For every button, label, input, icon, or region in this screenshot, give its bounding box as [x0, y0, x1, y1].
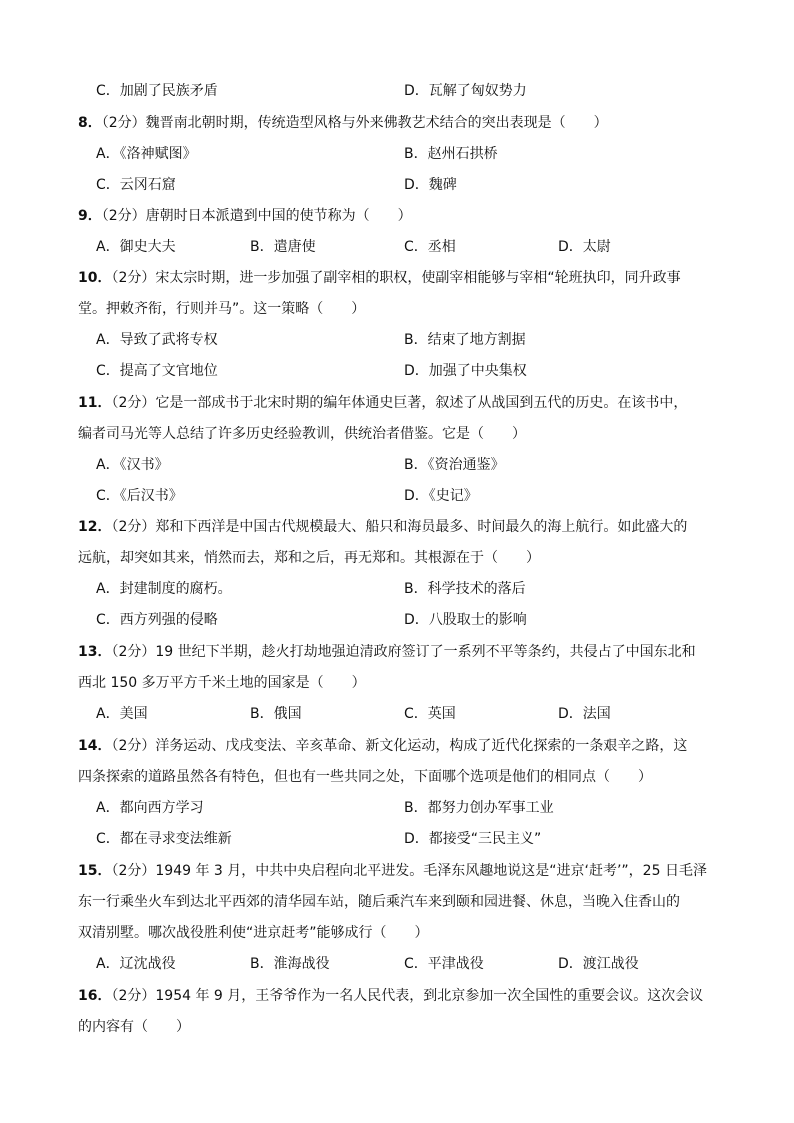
question-text: （2分）1949 年 3 月，中共中央启程向北平进发。毛泽东风趣地说这是“进京‘赶考’”，25 日毛泽 — [111, 863, 707, 879]
question-text-cont: 堂。押敕齐衔，行则并马”。这一策略（ ） — [78, 301, 366, 317]
question-13 — [78, 642, 696, 662]
question-text-cont: 的内容有（ ） — [78, 1019, 190, 1035]
option-b: B．《资治通鉴》 — [404, 457, 505, 473]
option-b: B．都努力创办军事工业 — [404, 800, 554, 816]
question-text-cont: 远航，却突如其来，悄然而去，郑和之后，再无郑和。其根源在于（ ） — [78, 550, 540, 566]
question-text: （2分）魏晋南北朝时期，传统造型风格与外来佛教艺术结合的突出表现是（ ） — [101, 115, 608, 131]
option-c: C．都在寻求变法维新 — [96, 831, 232, 847]
question-number: 13． — [78, 644, 112, 660]
question-text: （2分）郑和下西洋是中国古代规模最大、船只和海员最多、时间最久的海上航行。如此盛大的 — [111, 519, 688, 535]
option-b: B．赵州石拱桥 — [404, 146, 498, 162]
question-text: （2分）宋太宗时期，进一步加强了副宰相的职权，使副宰相能够与宰相“轮班执印，同升政事 — [111, 270, 681, 286]
option-a: A．《汉书》 — [96, 457, 169, 473]
option-c: C．云冈石窟 — [96, 177, 176, 193]
question-11 — [78, 393, 687, 413]
option-c: C．英国 — [404, 706, 456, 722]
option-d: D．加强了中央集权 — [404, 363, 527, 379]
question-text-cont: 编者司马光等人总结了许多历史经验教训，供统治者借鉴。它是（ ） — [78, 426, 526, 442]
option-d: D．太尉 — [558, 239, 611, 255]
option-b: B．科学技术的落后 — [404, 581, 526, 597]
question-number: 11． — [78, 395, 112, 411]
option-c: C．平津战役 — [404, 956, 484, 972]
option-a: A．都向西方学习 — [96, 800, 204, 816]
question-number: 9． — [78, 208, 102, 224]
option-a: A．封建制度的腐朽。 — [96, 581, 232, 597]
question-8 — [78, 113, 608, 133]
question-number: 14． — [78, 738, 112, 754]
option-a: A．御史大夫 — [96, 239, 176, 255]
question-number: 16． — [78, 988, 112, 1004]
option-a: A．导致了武将专权 — [96, 332, 218, 348]
option-c: C．西方列强的侵略 — [96, 612, 218, 628]
question-text: （2分）唐朝时日本派遣到中国的使节称为（ ） — [101, 208, 412, 224]
question-text-cont: 四条探索的道路虽然各有特色，但也有一些共同之处，下面哪个选项是他们的相同点（ ） — [78, 769, 652, 785]
option-d: D．《史记》 — [404, 488, 478, 504]
option-b: B．结束了地方割据 — [404, 332, 526, 348]
question-number: 8． — [78, 115, 102, 131]
question-number: 10． — [78, 270, 112, 286]
option-b: B．淮海战役 — [250, 956, 330, 972]
question-text-cont: 东一行乘坐火车到达北平西郊的清华园车站，随后乘汽车来到颐和园进餐、休息，当晚入住香山的 — [78, 894, 680, 910]
question-text-cont: 双清别墅。哪次战役胜利使“进京赶考”能够成行（ ） — [78, 925, 429, 941]
option-c: C．《后汉书》 — [96, 488, 183, 504]
question-text-cont: 西北 150 多万平方千米土地的国家是（ ） — [78, 675, 366, 691]
question-text: （2分）1954 年 9 月，王爷爷作为一名人民代表，到北京参加一次全国性的重要会议。这次会议 — [111, 988, 704, 1004]
question-15 — [78, 861, 707, 881]
question-9 — [78, 206, 412, 226]
option-d: D．八股取士的影响 — [404, 612, 527, 628]
option-a: A．辽沈战役 — [96, 956, 176, 972]
question-14 — [78, 736, 687, 756]
question-number: 15． — [78, 863, 112, 879]
question-text: （2分）洋务运动、戊戌变法、辛亥革命、新文化运动，构成了近代化探索的一条艰辛之路，这 — [111, 738, 688, 754]
option-c: C．提高了文官地位 — [96, 363, 218, 379]
option-d: D．法国 — [558, 706, 611, 722]
option-d: D．瓦解了匈奴势力 — [404, 83, 527, 99]
option-c: C．丞相 — [404, 239, 456, 255]
option-d: D．都接受“三民主义” — [404, 831, 542, 847]
question-text: （2分）它是一部成书于北宋时期的编年体通史巨著，叙述了从战国到五代的历史。在该书中， — [111, 395, 688, 411]
question-16 — [78, 986, 703, 1006]
option-b: B．俄国 — [250, 706, 302, 722]
option-d: D．魏碑 — [404, 177, 457, 193]
question-12 — [78, 517, 687, 537]
question-10 — [78, 268, 681, 288]
question-number: 12． — [78, 519, 112, 535]
option-a: A．《洛神赋图》 — [96, 146, 197, 162]
option-a: A．美国 — [96, 706, 148, 722]
option-b: B．遣唐使 — [250, 239, 316, 255]
option-d: D．渡江战役 — [558, 956, 639, 972]
option-c: C．加剧了民族矛盾 — [96, 83, 218, 99]
question-text: （2分）19 世纪下半期，趁火打劫地强迫清政府签订了一系列不平等条约，共侵占了中国东北和 — [111, 644, 696, 660]
